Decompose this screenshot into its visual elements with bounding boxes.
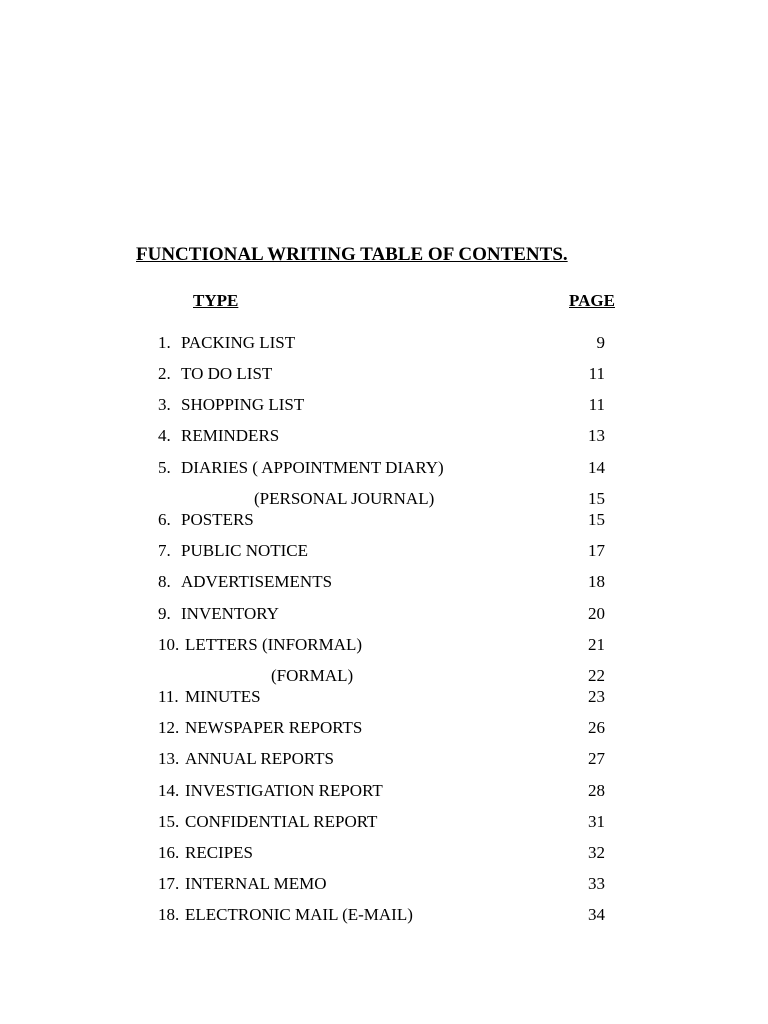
toc-entry bbox=[0, 873, 768, 895]
toc-entry-label: ADVERTISEMENTS bbox=[181, 572, 333, 591]
toc-subentry bbox=[0, 488, 768, 510]
toc-entry bbox=[0, 686, 768, 708]
toc-entry-number: 18. bbox=[158, 905, 180, 924]
toc-entry-number: 16. bbox=[158, 843, 180, 862]
toc-entry-label: INTERNAL MEMO bbox=[185, 874, 327, 893]
toc-entry bbox=[0, 842, 768, 864]
toc-entry-number: 5. bbox=[158, 458, 171, 477]
toc-entry-label: INVESTIGATION REPORT bbox=[185, 781, 383, 800]
toc-entry bbox=[0, 904, 768, 926]
toc-entry-number: 7. bbox=[158, 541, 171, 560]
column-header-page: PAGE bbox=[569, 291, 615, 310]
toc-entry-label: PACKING LIST bbox=[181, 333, 296, 352]
toc-entry-page: 18 bbox=[588, 572, 605, 591]
toc-entry-number: 1. bbox=[158, 333, 171, 352]
document-title: FUNCTIONAL WRITING TABLE OF CONTENTS. bbox=[136, 244, 568, 265]
toc-entry-page: 27 bbox=[588, 749, 605, 768]
toc-entry-label: CONFIDENTIAL REPORT bbox=[185, 812, 378, 831]
toc-entry-label: PUBLIC NOTICE bbox=[181, 541, 309, 560]
toc-entry-label: POSTERS bbox=[181, 510, 254, 529]
toc-entry-number: 17. bbox=[158, 874, 180, 893]
toc-entry-page: 28 bbox=[588, 781, 605, 800]
toc-entry-label: NEWSPAPER REPORTS bbox=[185, 718, 363, 737]
toc-entry bbox=[0, 363, 768, 385]
toc-entry-number: 10. bbox=[158, 635, 180, 654]
toc-entry-label: INVENTORY bbox=[181, 604, 279, 623]
toc-entry-page: 32 bbox=[588, 843, 605, 862]
toc-entry-label: SHOPPING LIST bbox=[181, 395, 305, 414]
toc-entry-page: 34 bbox=[588, 905, 605, 924]
toc-entry bbox=[0, 603, 768, 625]
toc-entry-label: RECIPES bbox=[185, 843, 254, 862]
toc-entry-number: 6. bbox=[158, 510, 171, 529]
toc-entry-number: 3. bbox=[158, 395, 171, 414]
toc-entry-label: ELECTRONIC MAIL (E-MAIL) bbox=[185, 905, 413, 924]
toc-entry bbox=[0, 509, 768, 531]
toc-entry-page: 31 bbox=[588, 812, 605, 831]
toc-entry-page: 17 bbox=[588, 541, 605, 560]
toc-entry-page: 20 bbox=[588, 604, 605, 623]
toc-entry bbox=[0, 394, 768, 416]
toc-entry-number: 12. bbox=[158, 718, 180, 737]
toc-entry-page: 23 bbox=[588, 687, 605, 706]
toc-entry bbox=[0, 425, 768, 447]
toc-entry-page: 11 bbox=[588, 364, 605, 383]
toc-entry-label: LETTERS (INFORMAL) bbox=[185, 635, 363, 654]
toc-entry-page: 26 bbox=[588, 718, 605, 737]
toc-entry-page: 15 bbox=[588, 510, 605, 529]
toc-entry bbox=[0, 457, 768, 479]
toc-entry-number: 2. bbox=[158, 364, 171, 383]
toc-entry-label: TO DO LIST bbox=[181, 364, 273, 383]
toc-entry bbox=[0, 811, 768, 833]
toc-entry-number: 8. bbox=[158, 572, 171, 591]
toc-entry-page: 14 bbox=[588, 458, 605, 477]
toc-entry-page: 33 bbox=[588, 874, 605, 893]
column-header-type: TYPE bbox=[193, 291, 239, 310]
toc-entry-label: MINUTES bbox=[185, 687, 261, 706]
toc-entry-label: (PERSONAL JOURNAL) bbox=[254, 489, 435, 508]
toc-entry-label: (FORMAL) bbox=[271, 666, 354, 685]
toc-entry bbox=[0, 748, 768, 770]
toc-entry-page: 9 bbox=[596, 333, 605, 352]
toc-entry bbox=[0, 332, 768, 354]
toc-entry-page: 15 bbox=[588, 489, 605, 508]
toc-entry-page: 13 bbox=[588, 426, 605, 445]
toc-entry bbox=[0, 717, 768, 739]
toc-entry-number: 14. bbox=[158, 781, 180, 800]
toc-entry-label: DIARIES ( APPOINTMENT DIARY) bbox=[181, 458, 444, 477]
toc-entry bbox=[0, 780, 768, 802]
toc-entry-page: 11 bbox=[588, 395, 605, 414]
toc-entry-number: 4. bbox=[158, 426, 171, 445]
toc-entry bbox=[0, 634, 768, 656]
toc-subentry bbox=[0, 665, 768, 687]
toc-entry bbox=[0, 540, 768, 562]
toc-entry-page: 21 bbox=[588, 635, 605, 654]
toc-entry-number: 9. bbox=[158, 604, 171, 623]
toc-entry-label: REMINDERS bbox=[181, 426, 280, 445]
toc-entry bbox=[0, 571, 768, 593]
toc-entry-number: 15. bbox=[158, 812, 180, 831]
toc-entry-label: ANNUAL REPORTS bbox=[185, 749, 334, 768]
toc-entry-page: 22 bbox=[588, 666, 605, 685]
toc-entry-number: 13. bbox=[158, 749, 180, 768]
toc-entry-number: 11. bbox=[158, 687, 179, 706]
